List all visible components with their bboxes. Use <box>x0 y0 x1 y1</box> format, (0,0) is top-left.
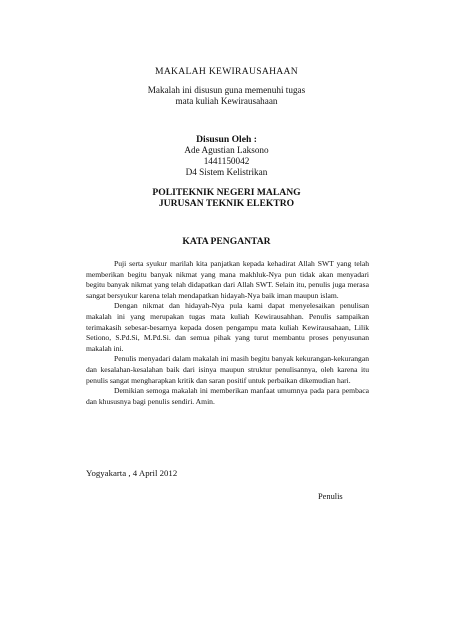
subtitle-line-2: mata kuliah Kewirausahaan <box>175 96 278 106</box>
document-title: MAKALAH KEWIRAUSAHAAN <box>154 66 298 77</box>
paragraph: Penulis menyadari dalam makalah ini masih begitu banyak kekurangan-kekurangan dan kesalahan-kesalahan baik dari isinya maupun struktur penulisannya, oleh karena itu penulis sangat mengharapkan kritik dan saran positif untuk perbaikan dikemudian hari. <box>86 354 369 385</box>
author-nim: 1441150042 <box>203 156 250 166</box>
paragraph: Puji serta syukur marilah kita panjatkan kepada kehadirat Allah SWT yang telah memberikan begitu banyak nikmat yang mana makhluk-Nya pun tidak akan menyadari begitu banyak nikmat yang telah didapatkan dari Allah SWT. Selain itu, penulis juga merasa sangat bersyukur karena telah mendapatkan hidayah-Nya baik iman maupun islam. <box>86 259 369 300</box>
preface-body <box>86 259 369 407</box>
section-heading: KATA PENGANTAR <box>182 236 271 247</box>
signature-label: Penulis <box>318 492 343 501</box>
author-program: D4 Sistem Kelistrikan <box>185 167 268 177</box>
institution-name: POLITEKNIK NEGERI MALANG <box>152 187 301 198</box>
place-date: Yogyakarta , 4 April 2012 <box>86 468 178 478</box>
author-name: Ade Agustian Laksono <box>184 145 269 155</box>
author-label: Disusun Oleh : <box>196 134 257 145</box>
paragraph: Demikian semoga makalah ini memberikan manfaat umumnya pada para pembaca dan khususnya bagi penulis sendiri. Amin. <box>86 386 369 406</box>
subtitle-line-1: Makalah ini disusun guna memenuhi tugas <box>147 85 306 95</box>
department-name: JURUSAN TEKNIK ELEKTRO <box>158 198 295 209</box>
paragraph: Dengan nikmat dan hidayah-Nya pula kami dapat menyelesaikan penulisan makalah ini yang merupakan tugas mata kuliah Kewirausahhan. Penulis sampaikan terimakasih sebesar-besarnya kepada dosen pengampu mata kuliah Kewirausahaan, Lilik Setiono, S.Pd.Si, M.Pd.Si. dan semua pihak yang turut membantu proses penyusunan makalah ini. <box>86 301 369 353</box>
